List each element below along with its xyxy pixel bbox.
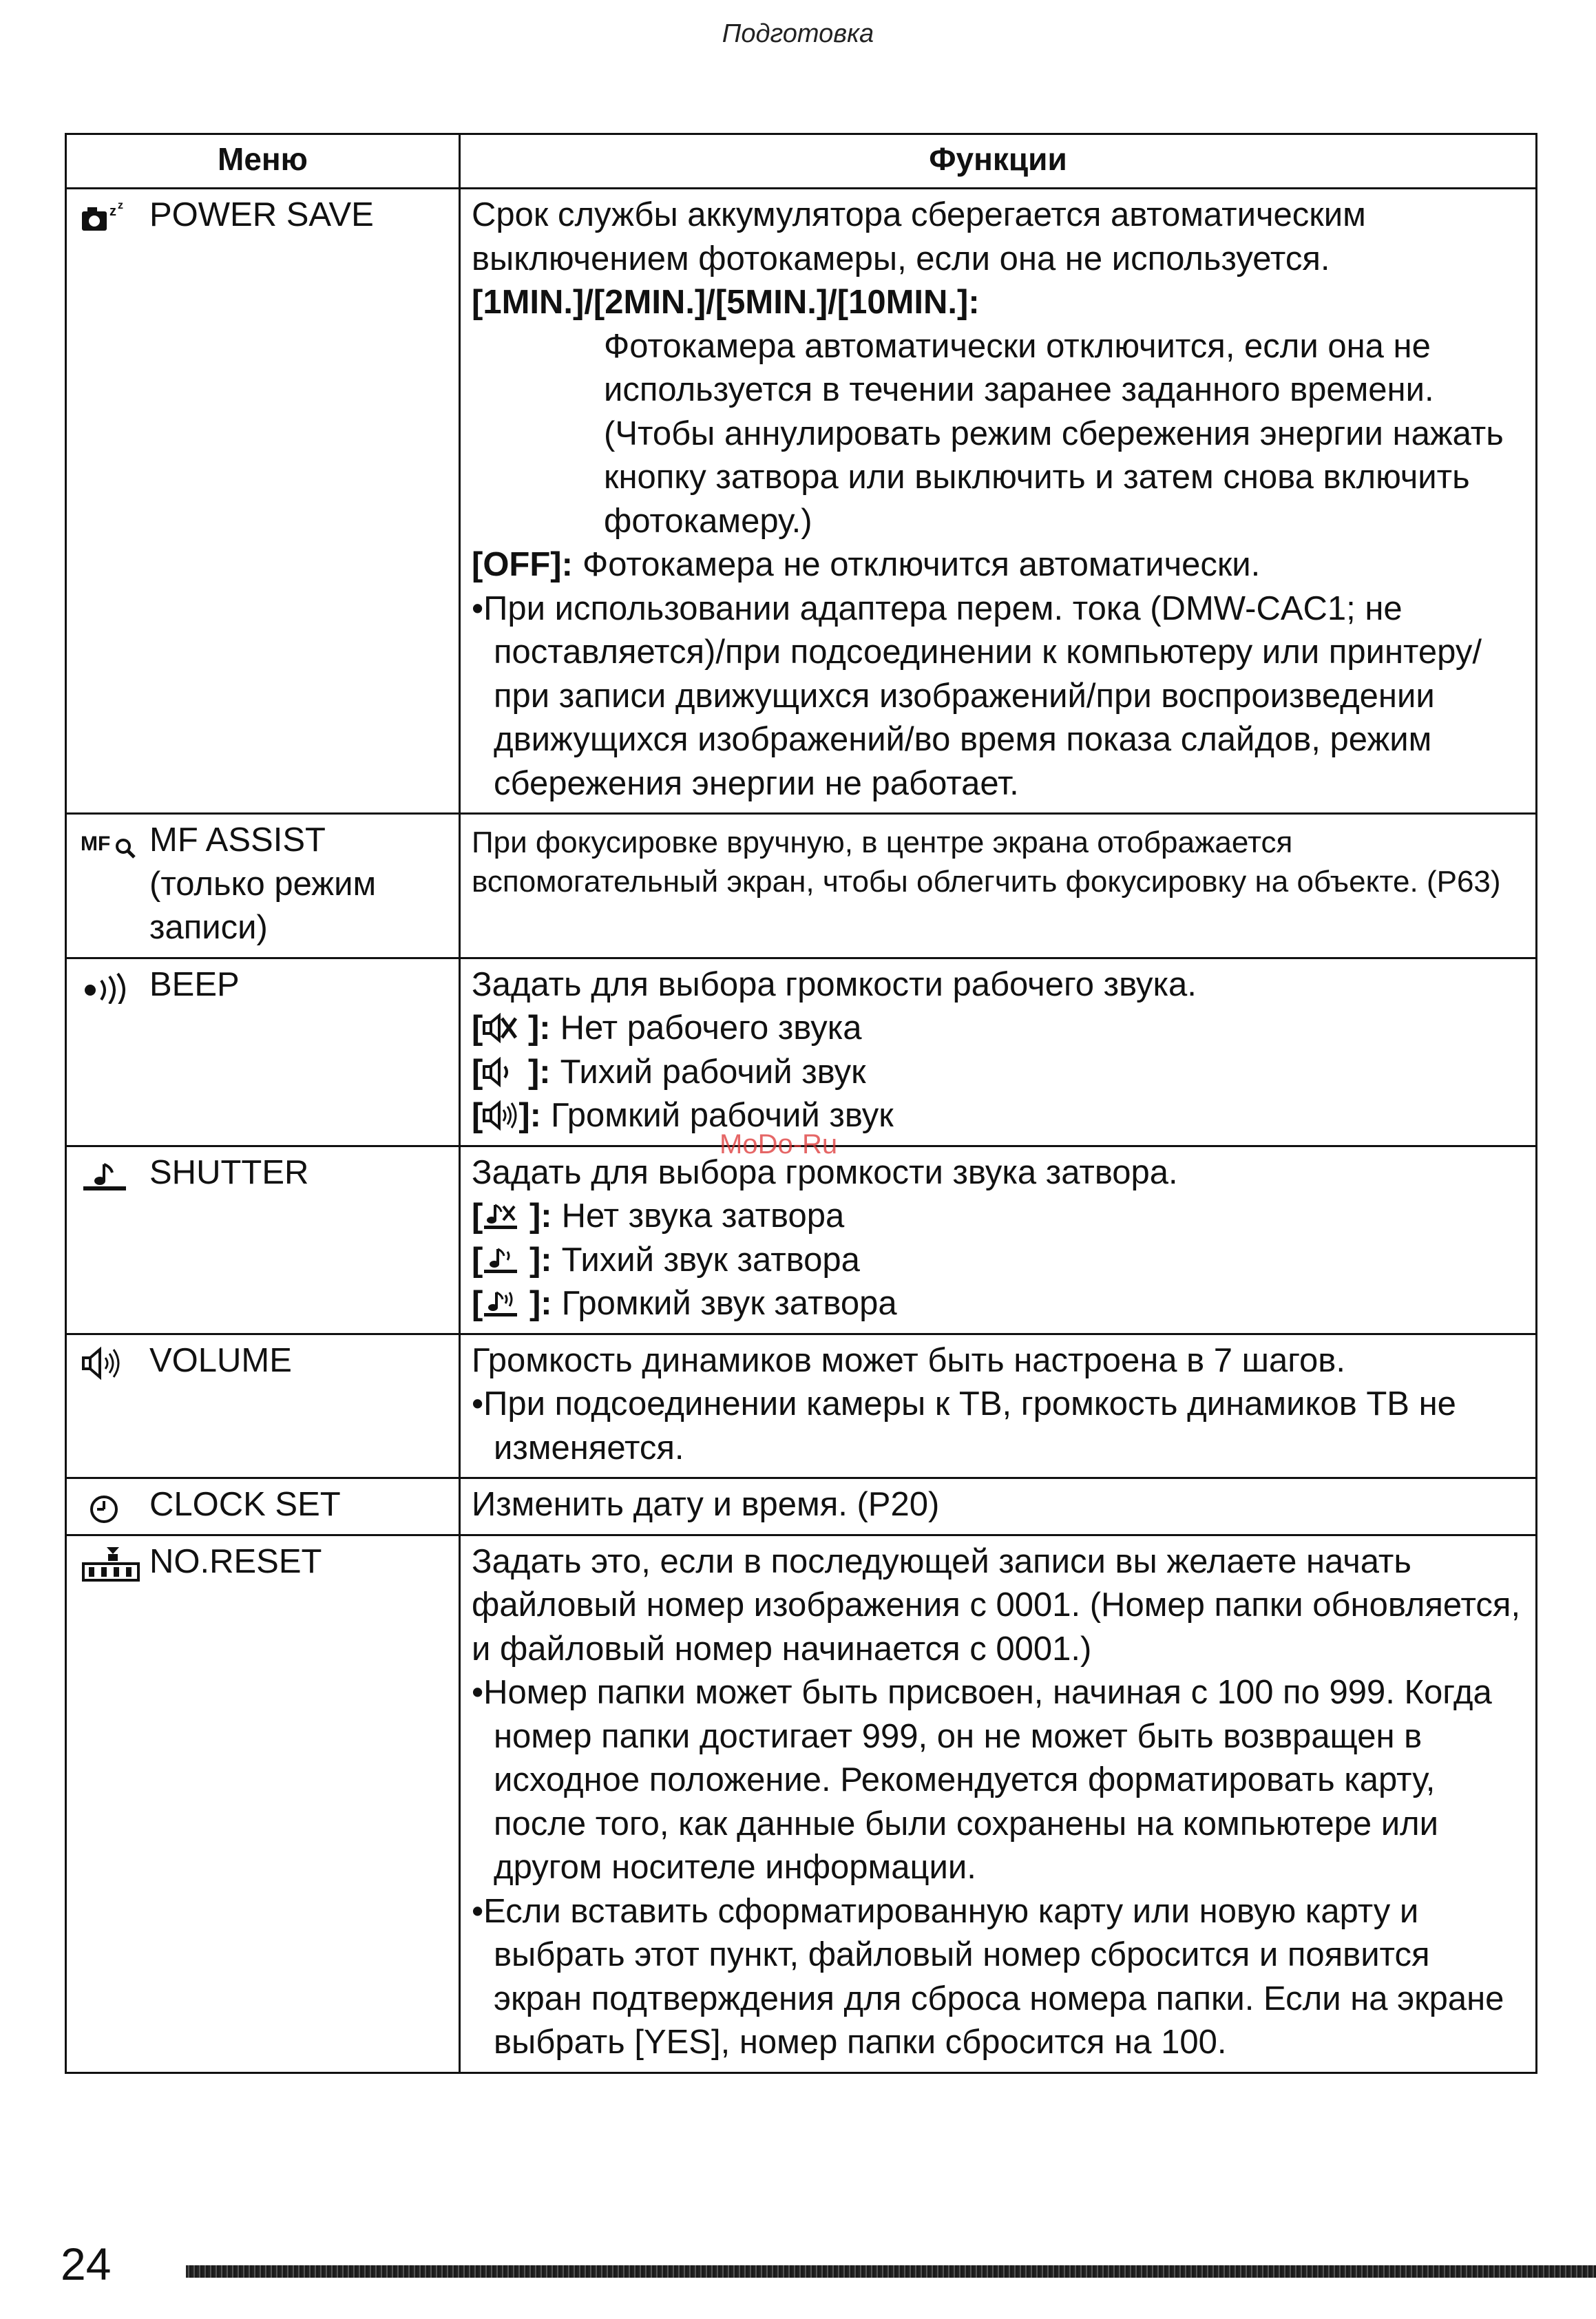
- function-cell: [460, 1146, 1537, 1334]
- shutter-icon: [81, 1151, 149, 1195]
- no-reset-icon: [81, 1540, 149, 1584]
- option-line: [472, 1094, 1526, 1138]
- option-line: [472, 1239, 1526, 1283]
- menu-name: CLOCK SET: [149, 1486, 341, 1523]
- description: При фокусировке вручную, в центре экрана отображается вспомогательный экран, чтобы облегчить фокусировку на объекте. (P63): [472, 826, 1501, 899]
- bullet-note: •При использовании адаптера перем. тока (DMW-CAC1; не поставляется)/при подсоединении к компьютеру или принтеру/при записи движущихся изображений/при воспроизведении движущихся изображений/во время показа слайдов, режим сбережения энергии не работает.: [472, 589, 1482, 802]
- option-key: [1MIN.]/[2MIN.]/[5MIN.]/[10MIN.]:: [472, 284, 980, 321]
- beep-icon: [81, 963, 149, 1007]
- function-cell: [460, 1535, 1537, 2073]
- footer-bar: [186, 2265, 1596, 2278]
- option-description: Тихий звук затвора: [561, 1241, 860, 1279]
- menu-name: VOLUME: [149, 1341, 292, 1379]
- beep-high-icon: [ ]:: [472, 1097, 541, 1134]
- menu-cell: [66, 1535, 460, 2073]
- menu-cell: [66, 814, 460, 958]
- description: Задать это, если в последующей записи вы желаете начать файловый номер изображения с 0001. (Номер папки обновляется, и файловый номер начинается с 0001.): [472, 1542, 1521, 1668]
- bullet-note: •Номер папки может быть присвоен, начиная с 100 по 999. Когда номер папки достигает 999, он не может быть возвращен в исходное положение. Рекомендуется форматировать карту, после того, как данные были сохранены на компьютере или другом носителе информации.: [472, 1674, 1492, 1886]
- menu-name: SHUTTER: [149, 1153, 309, 1191]
- function-cell: [460, 958, 1537, 1146]
- function-cell: [460, 1334, 1537, 1478]
- col-header-functions: Функции: [460, 134, 1537, 189]
- table-row: [66, 189, 1537, 814]
- option-description: Нет рабочего звука: [560, 1009, 862, 1047]
- menu-table: [65, 133, 1537, 2074]
- bullet-note: •Если вставить сформатированную карту или новую карту и выбрать этот пункт, файловый номер сбросится и появится экран подтверждения для сброса номера папки. Если на экране выбрать [YES], номер папки сбросится на 100.: [472, 1892, 1504, 2061]
- description: Срок службы аккумулятора сберегается автоматическим выключением фотокамеры, если она не используется.: [472, 196, 1366, 277]
- svg-text:z: z: [118, 200, 123, 211]
- option-line: [472, 1051, 1526, 1095]
- option-line: [472, 1195, 1526, 1239]
- table-row: [66, 1478, 1537, 1535]
- menu-cell: [66, 189, 460, 814]
- function-cell: [460, 1478, 1537, 1535]
- menu-name: POWER SAVE: [149, 196, 374, 233]
- option-line: [472, 543, 1526, 587]
- col-header-menu: Меню: [66, 134, 460, 189]
- option-line: [472, 1282, 1526, 1326]
- description: Задать для выбора громкости звука затвора.: [472, 1153, 1178, 1191]
- beep-low-icon: [ ]:: [472, 1053, 551, 1091]
- option-description: Тихий рабочий звук: [560, 1053, 866, 1091]
- menu-cell: [66, 1478, 460, 1535]
- table-row: [66, 1535, 1537, 2073]
- option-description: Громкий звук затвора: [561, 1285, 897, 1322]
- option-note: (Чтобы аннулировать режим сбережения энергии нажать кнопку затвора или выключить и затем снова включить фотокамеру.): [604, 415, 1504, 540]
- menu-name: BEEP: [149, 965, 240, 1003]
- table-header-row: [66, 134, 1537, 189]
- option-line: [472, 1007, 1526, 1051]
- option-key: [OFF]:: [472, 546, 573, 583]
- mf-assist-icon: [81, 819, 149, 862]
- clock-icon: [81, 1483, 149, 1526]
- description: Изменить дату и время. (P20): [472, 1486, 940, 1523]
- table-row: [66, 814, 1537, 958]
- shutter-high-icon: [ ]:: [472, 1285, 552, 1322]
- bullet-note: •При подсоединении камеры к ТВ, громкость динамиков ТВ не изменяется.: [472, 1385, 1456, 1467]
- svg-text:z: z: [109, 203, 116, 219]
- svg-text:MF: MF: [81, 832, 111, 855]
- page-number: 24: [61, 2238, 112, 2289]
- option-description: Фотокамера не отключится автоматически.: [582, 546, 1261, 583]
- option-description: Громкий рабочий звук: [550, 1097, 894, 1134]
- menu-name: MF ASSIST (только режим записи): [149, 821, 377, 946]
- function-cell: [460, 814, 1537, 958]
- volume-icon: [81, 1339, 149, 1383]
- table-row: [66, 1146, 1537, 1334]
- table-row: [66, 958, 1537, 1146]
- menu-cell: [66, 958, 460, 1146]
- shutter-mute-icon: [ ]:: [472, 1197, 552, 1235]
- option-description: Нет звука затвора: [561, 1197, 845, 1235]
- menu-cell: [66, 1334, 460, 1478]
- function-cell: [460, 189, 1537, 814]
- table-row: [66, 1334, 1537, 1478]
- power-save-icon: [81, 193, 149, 237]
- menu-cell: [66, 1146, 460, 1334]
- description: Задать для выбора громкости рабочего звука.: [472, 965, 1197, 1003]
- menu-name: NO.RESET: [149, 1542, 322, 1580]
- watermark: MoDo-Ru: [720, 1129, 838, 1160]
- description: Громкость динамиков может быть настроена в 7 шагов.: [472, 1341, 1345, 1379]
- page-header: Подготовка: [722, 19, 874, 48]
- option-description: Фотокамера автоматически отключится, если она не используется в течении заранее заданного времени.: [604, 327, 1434, 408]
- beep-mute-icon: [ ]:: [472, 1009, 551, 1047]
- shutter-low-icon: [ ]:: [472, 1241, 552, 1279]
